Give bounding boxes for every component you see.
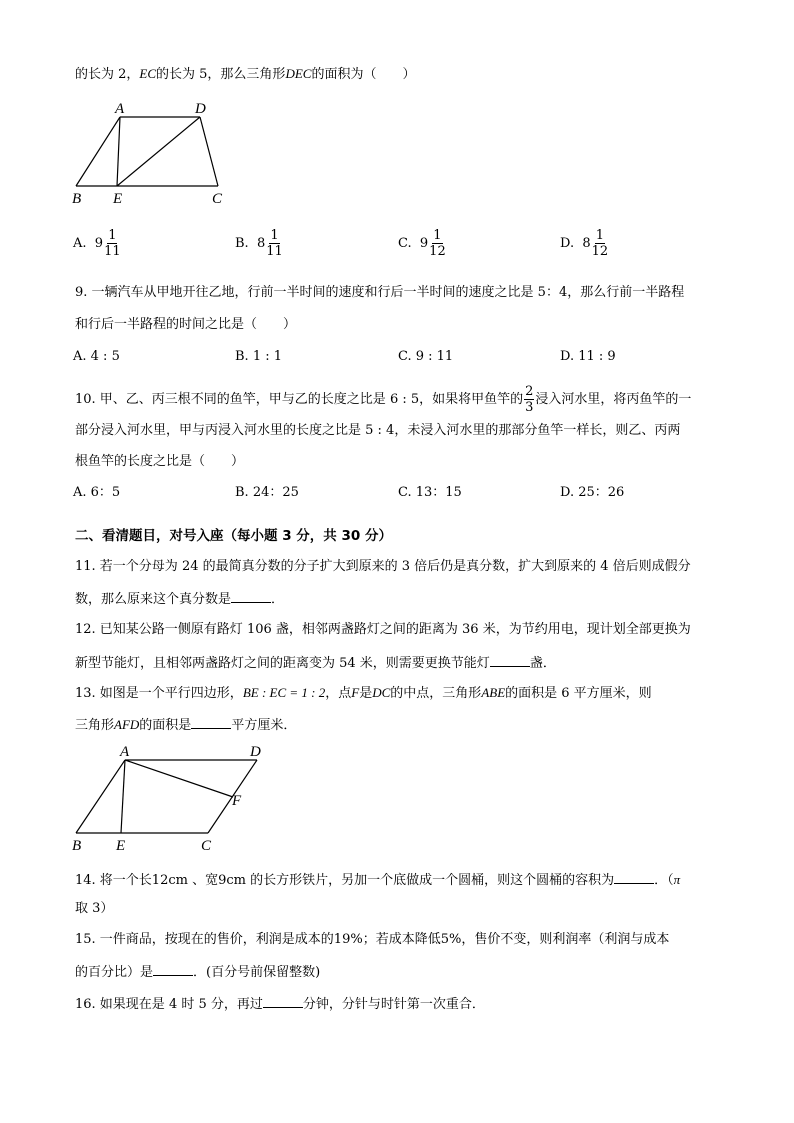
q13-line-1: 13. 如图是一个平行四边形，BE : EC = 1 : 2，点F是DC的中点，三角形ABE的面积是 6 平方厘米，则	[75, 685, 652, 701]
q12-answer-blank[interactable]	[490, 652, 530, 667]
q8-option-d[interactable]: D. 8 $\frac{1}{12}$	[560, 228, 609, 259]
q10-option-c[interactable]: C. 13：15	[398, 485, 462, 500]
q13-label-d: D	[250, 744, 261, 760]
section-2-heading: 二、看清题目，对号入座（每小题 3 分，共 30 分）	[75, 528, 392, 544]
q13-label-c: C	[201, 838, 212, 854]
q12-line-1: 12. 已知某公路一侧原有路灯 106 盏，相邻两盏路灯之间的距离为 36 米，为节约用电，现计划全部更换为	[75, 622, 691, 637]
q11-line-2: 数，那么原来这个真分数是 ．	[75, 588, 284, 610]
q13-label-b: B	[72, 838, 82, 854]
q11-answer-blank[interactable]	[231, 588, 271, 603]
q8-trapezoid-figure	[60, 95, 250, 215]
q13-answer-blank[interactable]	[191, 714, 231, 729]
q9-option-d[interactable]: D. 11 : 9	[560, 349, 616, 364]
q14-line-2: 取 3）	[75, 901, 114, 916]
q16-line: 16. 如果现在是 4 时 5 分，再过 分钟，分针与时针第一次重合．	[75, 993, 485, 1015]
q16-answer-blank[interactable]	[263, 993, 303, 1008]
q13-label-e: E	[116, 838, 126, 854]
q8-option-a[interactable]: A. 9 $\frac{1}{11}$	[73, 228, 121, 259]
q10-option-d[interactable]: D. 25：26	[560, 485, 625, 500]
q8-label-e: E	[113, 191, 123, 207]
q8-label-d: D	[195, 101, 206, 117]
q13-line-2: 三角形AFD的面积是 平方厘米．	[75, 714, 296, 736]
q8-option-c[interactable]: C. 9 $\frac{1}{12}$	[398, 228, 446, 259]
q13-parallelogram-figure	[60, 740, 280, 855]
q9-option-c[interactable]: C. 9 : 11	[398, 349, 454, 364]
q14-line-1: 14. 将一个长12cm 、宽9cm 的长方形铁片，另加一个底做成一个圆桶，则这个圆桶的容积为 ．（π	[75, 869, 680, 891]
q9-line-2: 和行后一半路程的时间之比是（ ）	[75, 317, 297, 332]
q10-option-a[interactable]: A. 6：5	[73, 485, 121, 500]
q9-option-a[interactable]: A. 4 : 5	[73, 349, 120, 364]
q15-line-1: 15. 一件商品，按现在的售价，利润是成本的19%；若成本降低5%，售价不变，则利润率（利润与成本	[75, 932, 670, 947]
q8-option-b[interactable]: B. 8 $\frac{1}{11}$	[235, 228, 283, 259]
q13-label-f: F	[232, 793, 242, 809]
q10-fraction: $\frac{2}{3}$	[525, 384, 534, 415]
q10-line-1: 10. 甲、乙、丙三根不同的鱼竿，甲与乙的长度之比是 6 : 5，如果将甲鱼竿的 $\frac{2}{3}$ 浸入河水里，将丙鱼竿的一	[75, 384, 692, 415]
q8-stem: 的长为 2，EC的长为 5，那么三角形DEC的面积为（ ）	[75, 66, 416, 82]
q10-option-b[interactable]: B. 24：25	[235, 485, 299, 500]
q12-line-2: 新型节能灯，且相邻两盏路灯之间的距离变为 54 米，则需要更换节能灯 盏．	[75, 652, 556, 674]
q13-label-a: A	[120, 744, 130, 760]
q9-line-1: 9. 一辆汽车从甲地开往乙地，行前一半时间的速度和行后一半时间的速度之比是 5：4，那么行前一半路程	[75, 285, 685, 300]
q10-line-2: 部分浸入河水里，甲与丙浸入河水里的长度之比是 5 : 4，未浸入河水里的那部分鱼竿一样长，则乙、丙两	[75, 423, 681, 438]
q8-label-c: C	[212, 191, 223, 207]
q8-label-b: B	[72, 191, 82, 207]
q9-option-b[interactable]: B. 1 : 1	[235, 349, 283, 364]
q10-line-3: 根鱼竿的长度之比是（ ）	[75, 454, 245, 469]
q8-label-a: A	[115, 101, 125, 117]
q11-line-1: 11. 若一个分母为 24 的最简真分数的分子扩大到原来的 3 倍后仍是真分数，扩大到原来的 4 倍后则成假分	[75, 559, 691, 574]
q15-answer-blank[interactable]	[153, 961, 193, 976]
q15-line-2: 的百分比）是 ．(百分号前保留整数)	[75, 961, 320, 983]
q14-answer-blank[interactable]	[614, 869, 654, 884]
